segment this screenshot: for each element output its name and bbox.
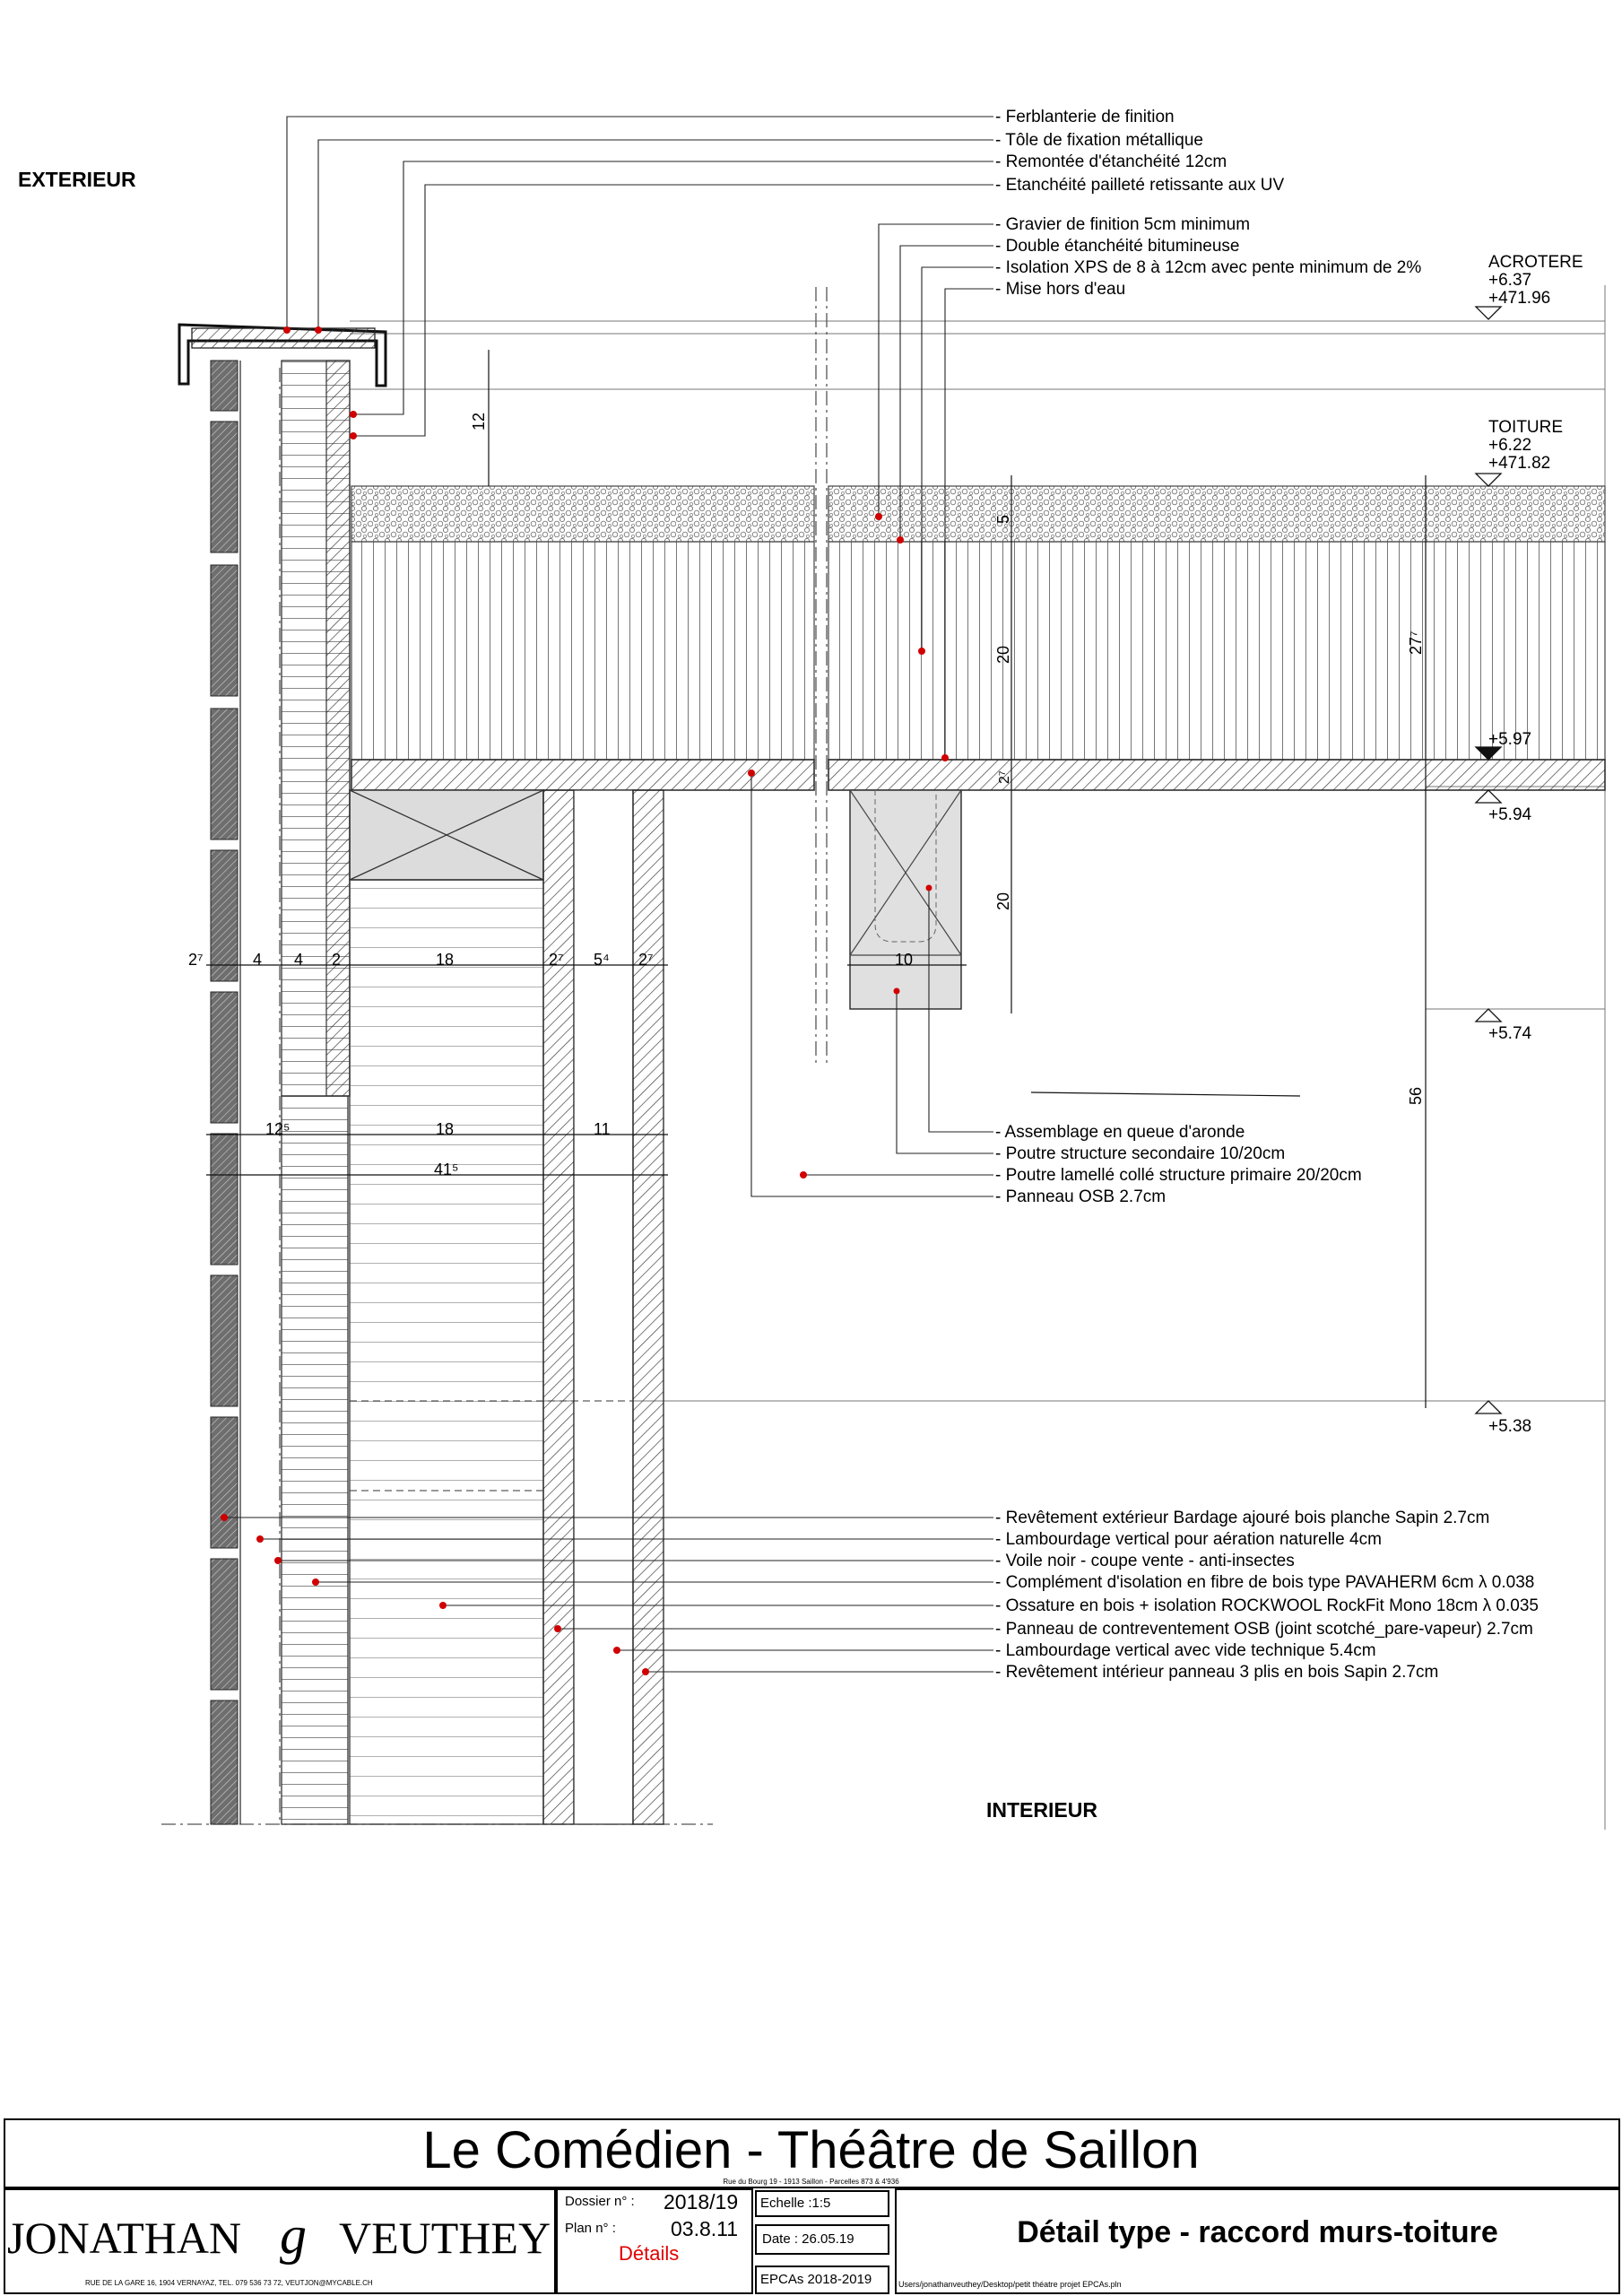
dim-roof-total: 27⁷ <box>1407 631 1425 655</box>
architect-address: RUE DE LA GARE 16, 1904 VERNAYAZ, TEL. 079 536 73 72, VEUTJON@MYCABLE.CH <box>85 2279 373 2287</box>
wall-callouts <box>995 1509 1539 1682</box>
callout-contreventement: - Panneau de contreventement OSB (joint scotché_pare-vapeur) 2.7cm <box>995 1620 1533 1639</box>
callout-xps: - Isolation XPS de 8 à 12cm avec pente minimum de 2% <box>995 258 1422 277</box>
dim-row2-a: 12⁵ <box>265 1120 291 1138</box>
level-594 <box>1476 790 1532 824</box>
level-594-value: +5.94 <box>1488 805 1532 824</box>
drawing-title: Détail type - raccord murs-toiture <box>1017 2215 1498 2249</box>
dim-upstand: 12 <box>470 412 488 430</box>
dim-row1-a: 2⁷ <box>188 951 204 969</box>
dim-row1-g: 5⁴ <box>594 951 610 969</box>
level-acrotere-name: ACROTERE <box>1488 253 1583 272</box>
service-void <box>574 790 633 1824</box>
level-toiture-name: TOITURE <box>1488 418 1564 437</box>
dim-row1-d: 2 <box>332 951 342 969</box>
scale: Echelle :1:5 <box>760 2196 831 2211</box>
date: Date : 26.05.19 <box>762 2231 854 2247</box>
dim-beam-width: 10 <box>895 951 914 969</box>
dim-insulation: 20 <box>994 645 1012 664</box>
architect-first-name: JONATHAN <box>7 2213 242 2263</box>
osb-roof-panel <box>351 760 814 790</box>
callout-double-etancheite: - Double étanchéité bitumineuse <box>995 237 1240 256</box>
callout-remontee: - Remontée d'étanchéité 12cm <box>995 152 1227 171</box>
plan-value: 03.8.11 <box>671 2217 739 2240</box>
top-callouts <box>995 108 1284 195</box>
level-toiture <box>1476 418 1563 486</box>
callout-pavaherm: - Complément d'isolation en fibre de bois type PAVAHERM 6cm λ 0.038 <box>995 1573 1535 1592</box>
level-538-value: +5.38 <box>1488 1417 1532 1436</box>
interior-label: INTERIEUR <box>986 1798 1097 1822</box>
callout-mise-hors-eau: - Mise hors d'eau <box>995 280 1126 299</box>
dim-row1-f: 2⁷ <box>549 951 564 969</box>
insulation-layer <box>351 542 814 760</box>
frame-insulation <box>350 880 543 1824</box>
callout-poutre-secondaire: - Poutre structure secondaire 10/20cm <box>995 1144 1286 1163</box>
cladding-boards <box>211 361 238 1824</box>
level-574-value: +5.74 <box>1488 1024 1532 1043</box>
dossier-value: 2018/19 <box>664 2190 739 2213</box>
callout-tole: - Tôle de fixation métallique <box>995 131 1203 150</box>
dim-row1-h: 2⁷ <box>638 951 654 969</box>
callout-etancheite-uv: - Etanchéité pailleté retissante aux UV <box>995 176 1285 195</box>
dim-row2-b: 18 <box>436 1120 455 1138</box>
callout-rockwool: - Ossature en bois + isolation ROCKWOOL RockFit Mono 18cm λ 0.035 <box>995 1596 1539 1615</box>
course: EPCAs 2018-2019 <box>760 2272 872 2287</box>
beam-callouts <box>995 1123 1362 1206</box>
dim-row1-e: 18 <box>436 951 455 969</box>
level-597-value: +5.97 <box>1488 730 1532 749</box>
callout-gravier: - Gravier de finition 5cm minimum <box>995 215 1251 234</box>
dim-wall-total: 41⁵ <box>434 1161 459 1178</box>
callout-osb: - Panneau OSB 2.7cm <box>995 1187 1167 1206</box>
dossier-label: Dossier n° : <box>565 2194 635 2209</box>
roof-callouts <box>995 215 1421 299</box>
dim-beam: 20 <box>994 891 1012 910</box>
dim-gravel: 5 <box>994 514 1012 524</box>
gravel-layer <box>351 486 814 542</box>
level-574 <box>1476 1009 1532 1043</box>
plan-label: Plan n° : <box>565 2221 616 2236</box>
dim-row2-c: 11 <box>594 1120 611 1138</box>
dim-ceiling: 56 <box>1407 1086 1425 1105</box>
callout-lambourdage-ext: - Lambourdage vertical pour aération naturelle 4cm <box>995 1530 1382 1549</box>
dim-row1-c: 4 <box>294 951 304 969</box>
level-acrotere <box>1476 253 1583 319</box>
callout-vide-technique: - Lambourdage vertical avec vide technique 5.4cm <box>995 1641 1376 1660</box>
project-address: Rue du Bourg 19 - 1913 Saillon - Parcelles 873 & 4'936 <box>723 2178 899 2186</box>
level-markers <box>1476 253 1583 1436</box>
level-acrotere-rel: +6.37 <box>1488 271 1532 290</box>
callout-bardage: - Revêtement extérieur Bardage ajouré bois planche Sapin 2.7cm <box>995 1509 1490 1527</box>
callout-revetement-int: - Revêtement intérieur panneau 3 plis en bois Sapin 2.7cm <box>995 1663 1439 1682</box>
primary-beam <box>350 790 543 880</box>
exterior-label: EXTERIEUR <box>18 168 136 191</box>
osb-roof-panel-right <box>828 760 1605 790</box>
level-toiture-rel: +6.22 <box>1488 436 1532 455</box>
level-538 <box>1476 1401 1531 1436</box>
callout-poutre-primaire: - Poutre lamellé collé structure primaire 20/20cm <box>995 1166 1362 1185</box>
callout-queue-aronde: - Assemblage en queue d'aronde <box>995 1123 1245 1142</box>
callout-voile-noir: - Voile noir - coupe vente - anti-insectes <box>995 1552 1295 1570</box>
level-acrotere-abs: +471.96 <box>1488 289 1551 308</box>
interior-panel <box>633 790 664 1824</box>
level-toiture-abs: +471.82 <box>1488 454 1551 473</box>
dim-osb: 2⁷ <box>997 770 1012 784</box>
file-path: Users/jonathanveuthey/Desktop/petit théatre projet EPCAs.pln <box>898 2280 1122 2289</box>
dim-row1-b: 4 <box>253 951 263 969</box>
secondary-beam <box>850 790 961 1009</box>
osb-bracing-panel <box>543 790 574 1824</box>
architect-last-name: VEUTHEY <box>339 2213 551 2263</box>
plan-category: Détails <box>619 2242 680 2265</box>
fibre-insulation <box>282 1096 348 1824</box>
architect-logo: g <box>280 2205 307 2265</box>
project-title: Le Comédien - Théâtre de Saillon <box>422 2121 1200 2179</box>
callout-ferblanterie: - Ferblanterie de finition <box>995 108 1175 126</box>
